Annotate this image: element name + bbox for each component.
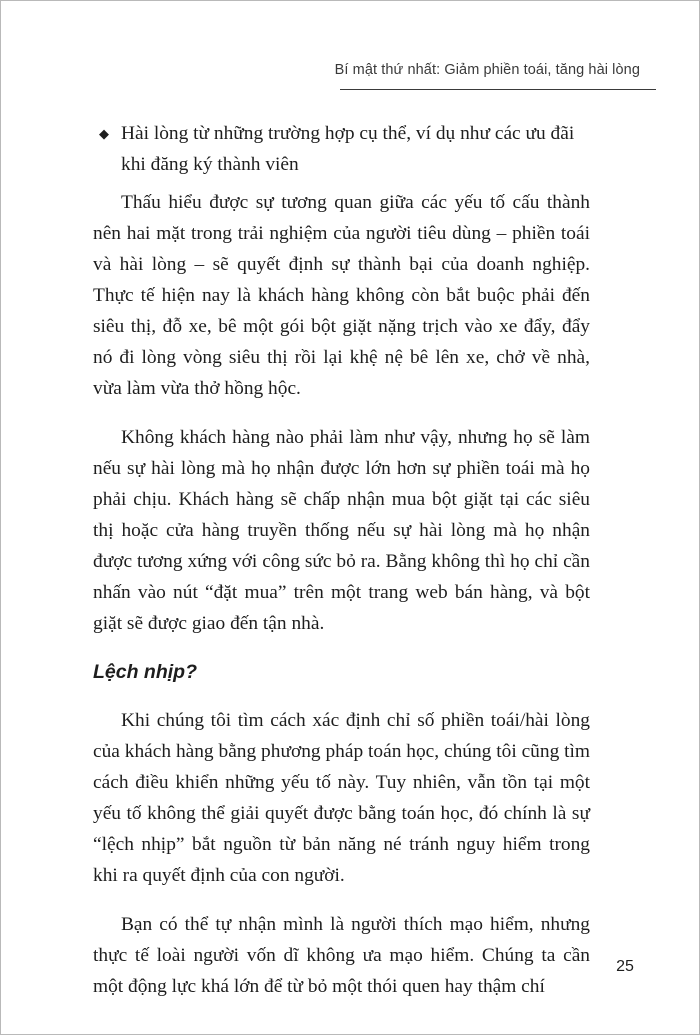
body-text — [93, 118, 590, 1020]
diamond-bullet-icon: ◆ — [99, 126, 109, 141]
page-number: 25 — [616, 958, 634, 975]
running-head: Bí mật thứ nhất: Giảm phiền toái, tăng hài lòng — [334, 62, 640, 78]
section-heading: Lệch nhịp? — [93, 661, 197, 683]
paragraph: Thấu hiểu được sự tương quan giữa các yếu tố cấu thành nên hai mặt trong trải nghiệm của người tiêu dùng – phiền toái và hài lòng – sẽ quyết định sự thành bại của doanh nghiệp. Thực tế hiện nay là khách hàng không còn bắt buộc phải đến siêu thị, đỗ xe, bê một gói bột giặt nặng trịch vào xe đẩy, đẩy nó đi lòng vòng siêu thị rồi lại khệ nệ bê lên xe, chở về nhà, vừa làm vừa thở hồng hộc. — [93, 192, 590, 399]
bullet-text: Hài lòng từ những trường hợp cụ thể, ví dụ như các ưu đãi khi đăng ký thành viên — [121, 123, 575, 175]
paragraph: Khi chúng tôi tìm cách xác định chỉ số phiền toái/hài lòng của khách hàng bằng phương pháp toán học, chúng tôi cũng tìm cách điều khiển những yếu tố này. Tuy nhiên, vẫn tồn tại một yếu tố không thể giải quyết được bằng toán học, đó chính là sự “lệch nhịp” bắt nguồn từ bản năng né tránh nguy hiểm trong khi ra quyết định của con người. — [93, 710, 590, 886]
paragraph: Bạn có thể tự nhận mình là người thích mạo hiểm, nhưng thực tế loài người vốn dĩ không ưa mạo hiểm. Chúng ta cần một động lực khá lớn để từ bỏ một thói quen hay thậm chí — [93, 914, 590, 997]
paragraph: Không khách hàng nào phải làm như vậy, nhưng họ sẽ làm nếu sự hài lòng mà họ nhận được lớn hơn sự phiền toái mà họ phải chịu. Khách hàng sẽ chấp nhận mua bột giặt tại các siêu thị hoặc cửa hàng truyền thống nếu sự hài lòng mà họ nhận được tương xứng với công sức bỏ ra. Bằng không thì họ chỉ cần nhấn vào nút “đặt mua” trên một trang web bán hàng, và bột giặt sẽ được giao đến tận nhà. — [93, 427, 590, 634]
bullet-item — [93, 118, 590, 180]
header-rule — [340, 89, 656, 90]
